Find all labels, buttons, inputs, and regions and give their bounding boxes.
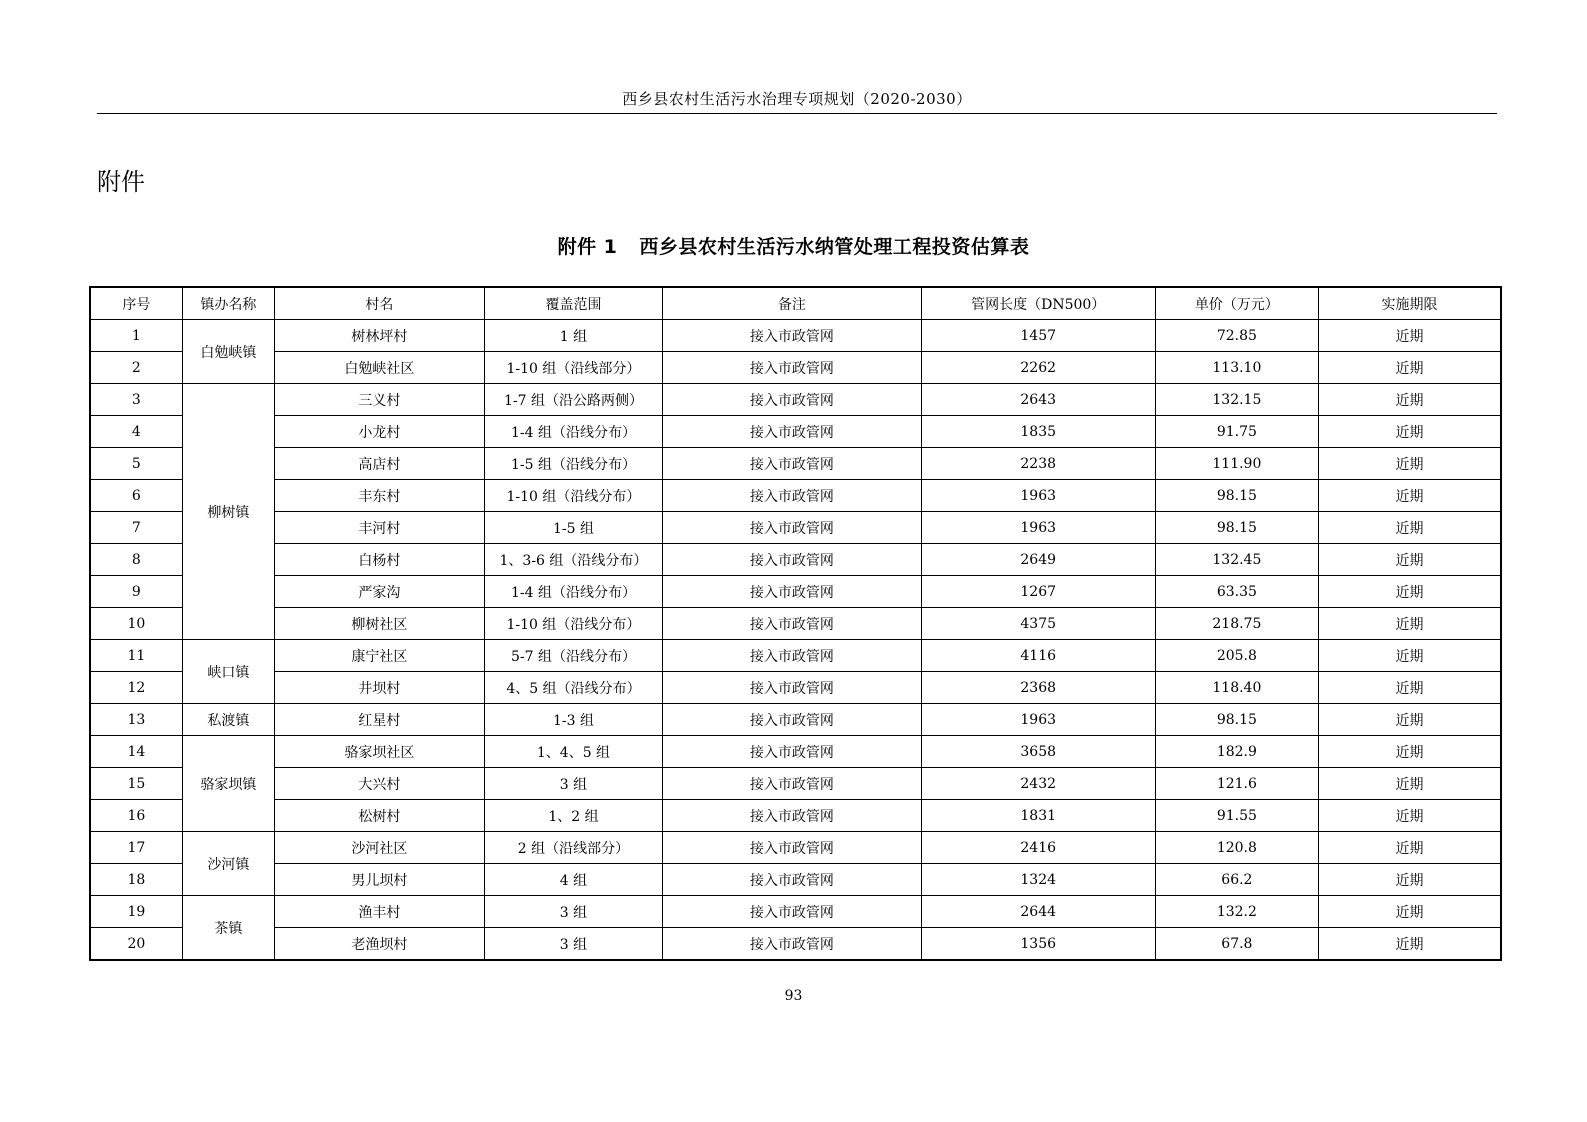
unit-price-cell: 132.45 bbox=[1155, 544, 1318, 576]
village-cell: 男儿坝村 bbox=[274, 864, 484, 896]
note-cell: 接入市政管网 bbox=[663, 384, 921, 416]
unit-price-cell: 98.15 bbox=[1155, 512, 1318, 544]
note-cell: 接入市政管网 bbox=[663, 640, 921, 672]
coverage-cell: 1-10 组（沿线分布） bbox=[484, 608, 662, 640]
note-cell: 接入市政管网 bbox=[663, 320, 921, 352]
note-cell: 接入市政管网 bbox=[663, 800, 921, 832]
column-header: 覆盖范围 bbox=[484, 287, 662, 320]
table-row bbox=[90, 448, 1501, 480]
pipe-length-cell: 2238 bbox=[921, 448, 1155, 480]
table-row bbox=[90, 864, 1501, 896]
period-cell: 近期 bbox=[1318, 672, 1501, 704]
coverage-cell: 3 组 bbox=[484, 928, 662, 961]
coverage-cell: 3 组 bbox=[484, 768, 662, 800]
row-number-cell: 14 bbox=[90, 736, 182, 768]
period-cell: 近期 bbox=[1318, 864, 1501, 896]
period-cell: 近期 bbox=[1318, 704, 1501, 736]
unit-price-cell: 63.35 bbox=[1155, 576, 1318, 608]
village-cell: 三义村 bbox=[274, 384, 484, 416]
page-number: 93 bbox=[784, 988, 803, 1004]
note-cell: 接入市政管网 bbox=[663, 896, 921, 928]
table-row bbox=[90, 704, 1501, 736]
unit-price-cell: 113.10 bbox=[1155, 352, 1318, 384]
unit-price-cell: 132.15 bbox=[1155, 384, 1318, 416]
note-cell: 接入市政管网 bbox=[663, 448, 921, 480]
row-number-cell: 4 bbox=[90, 416, 182, 448]
coverage-cell: 3 组 bbox=[484, 896, 662, 928]
village-cell: 丰河村 bbox=[274, 512, 484, 544]
period-cell: 近期 bbox=[1318, 768, 1501, 800]
row-number-cell: 13 bbox=[90, 704, 182, 736]
table-row bbox=[90, 832, 1501, 864]
coverage-cell: 4、5 组（沿线分布） bbox=[484, 672, 662, 704]
town-cell: 茶镇 bbox=[182, 896, 274, 961]
note-cell: 接入市政管网 bbox=[663, 864, 921, 896]
period-cell: 近期 bbox=[1318, 448, 1501, 480]
pipe-length-cell: 1963 bbox=[921, 480, 1155, 512]
row-number-cell: 5 bbox=[90, 448, 182, 480]
column-header: 单价（万元） bbox=[1155, 287, 1318, 320]
unit-price-cell: 98.15 bbox=[1155, 704, 1318, 736]
note-cell: 接入市政管网 bbox=[663, 512, 921, 544]
pipe-length-cell: 2644 bbox=[921, 896, 1155, 928]
note-cell: 接入市政管网 bbox=[663, 928, 921, 961]
unit-price-cell: 67.8 bbox=[1155, 928, 1318, 961]
note-cell: 接入市政管网 bbox=[663, 768, 921, 800]
village-cell: 严家沟 bbox=[274, 576, 484, 608]
village-cell: 白杨村 bbox=[274, 544, 484, 576]
pipe-length-cell: 2643 bbox=[921, 384, 1155, 416]
table-title-text: 西乡县农村生活污水纳管处理工程投资估算表 bbox=[639, 236, 1030, 258]
village-cell: 柳树社区 bbox=[274, 608, 484, 640]
header-divider bbox=[97, 113, 1497, 114]
table-row bbox=[90, 544, 1501, 576]
table-title-label: 附件 1 bbox=[557, 236, 618, 258]
village-cell: 沙河社区 bbox=[274, 832, 484, 864]
table-row bbox=[90, 352, 1501, 384]
unit-price-cell: 118.40 bbox=[1155, 672, 1318, 704]
village-cell: 康宁社区 bbox=[274, 640, 484, 672]
pipe-length-cell: 3658 bbox=[921, 736, 1155, 768]
table-row bbox=[90, 736, 1501, 768]
table-row bbox=[90, 512, 1501, 544]
pipe-length-cell: 1457 bbox=[921, 320, 1155, 352]
coverage-cell: 1、4、5 组 bbox=[484, 736, 662, 768]
table-row bbox=[90, 896, 1501, 928]
pipe-length-cell: 2432 bbox=[921, 768, 1155, 800]
table-row bbox=[90, 608, 1501, 640]
table-row bbox=[90, 480, 1501, 512]
unit-price-cell: 98.15 bbox=[1155, 480, 1318, 512]
period-cell: 近期 bbox=[1318, 416, 1501, 448]
column-header: 实施期限 bbox=[1318, 287, 1501, 320]
village-cell: 树林坪村 bbox=[274, 320, 484, 352]
village-cell: 骆家坝社区 bbox=[274, 736, 484, 768]
note-cell: 接入市政管网 bbox=[663, 608, 921, 640]
unit-price-cell: 132.2 bbox=[1155, 896, 1318, 928]
coverage-cell: 2 组（沿线部分） bbox=[484, 832, 662, 864]
coverage-cell: 1-10 组（沿线部分） bbox=[484, 352, 662, 384]
coverage-cell: 1-3 组 bbox=[484, 704, 662, 736]
note-cell: 接入市政管网 bbox=[663, 480, 921, 512]
coverage-cell: 1-4 组（沿线分布） bbox=[484, 416, 662, 448]
village-cell: 老渔坝村 bbox=[274, 928, 484, 961]
table-body bbox=[90, 320, 1501, 961]
unit-price-cell: 111.90 bbox=[1155, 448, 1318, 480]
unit-price-cell: 91.75 bbox=[1155, 416, 1318, 448]
row-number-cell: 3 bbox=[90, 384, 182, 416]
column-header: 镇办名称 bbox=[182, 287, 274, 320]
row-number-cell: 1 bbox=[90, 320, 182, 352]
pipe-length-cell: 1963 bbox=[921, 512, 1155, 544]
row-number-cell: 9 bbox=[90, 576, 182, 608]
column-header: 序号 bbox=[90, 287, 182, 320]
note-cell: 接入市政管网 bbox=[663, 544, 921, 576]
period-cell: 近期 bbox=[1318, 832, 1501, 864]
row-number-cell: 12 bbox=[90, 672, 182, 704]
pipe-length-cell: 1963 bbox=[921, 704, 1155, 736]
period-cell: 近期 bbox=[1318, 640, 1501, 672]
pipe-length-cell: 1324 bbox=[921, 864, 1155, 896]
column-header: 备注 bbox=[663, 287, 921, 320]
table-row bbox=[90, 416, 1501, 448]
table-row bbox=[90, 800, 1501, 832]
village-cell: 白勉峡社区 bbox=[274, 352, 484, 384]
table-row bbox=[90, 768, 1501, 800]
unit-price-cell: 182.9 bbox=[1155, 736, 1318, 768]
village-cell: 井坝村 bbox=[274, 672, 484, 704]
coverage-cell: 1-5 组 bbox=[484, 512, 662, 544]
investment-estimate-table bbox=[89, 286, 1502, 961]
pipe-length-cell: 1356 bbox=[921, 928, 1155, 961]
pipe-length-cell: 2262 bbox=[921, 352, 1155, 384]
note-cell: 接入市政管网 bbox=[663, 704, 921, 736]
coverage-cell: 1 组 bbox=[484, 320, 662, 352]
row-number-cell: 7 bbox=[90, 512, 182, 544]
row-number-cell: 18 bbox=[90, 864, 182, 896]
pipe-length-cell: 1831 bbox=[921, 800, 1155, 832]
pipe-length-cell: 4375 bbox=[921, 608, 1155, 640]
town-cell: 私渡镇 bbox=[182, 704, 274, 736]
period-cell: 近期 bbox=[1318, 896, 1501, 928]
town-cell: 白勉峡镇 bbox=[182, 320, 274, 384]
period-cell: 近期 bbox=[1318, 736, 1501, 768]
unit-price-cell: 120.8 bbox=[1155, 832, 1318, 864]
period-cell: 近期 bbox=[1318, 352, 1501, 384]
row-number-cell: 8 bbox=[90, 544, 182, 576]
running-header: 西乡县农村生活污水治理专项规划（2020-2030） bbox=[622, 90, 972, 108]
table-row bbox=[90, 320, 1501, 352]
row-number-cell: 20 bbox=[90, 928, 182, 961]
town-cell: 骆家坝镇 bbox=[182, 736, 274, 832]
note-cell: 接入市政管网 bbox=[663, 352, 921, 384]
column-header: 管网长度（DN500） bbox=[921, 287, 1155, 320]
row-number-cell: 17 bbox=[90, 832, 182, 864]
table-header-row bbox=[90, 287, 1501, 320]
table-row bbox=[90, 672, 1501, 704]
town-cell: 峡口镇 bbox=[182, 640, 274, 704]
period-cell: 近期 bbox=[1318, 608, 1501, 640]
coverage-cell: 1-4 组（沿线分布） bbox=[484, 576, 662, 608]
table-row bbox=[90, 576, 1501, 608]
note-cell: 接入市政管网 bbox=[663, 736, 921, 768]
village-cell: 红星村 bbox=[274, 704, 484, 736]
coverage-cell: 1、3-6 组（沿线分布） bbox=[484, 544, 662, 576]
village-cell: 丰东村 bbox=[274, 480, 484, 512]
unit-price-cell: 218.75 bbox=[1155, 608, 1318, 640]
unit-price-cell: 121.6 bbox=[1155, 768, 1318, 800]
town-cell: 沙河镇 bbox=[182, 832, 274, 896]
town-cell: 柳树镇 bbox=[182, 384, 274, 640]
pipe-length-cell: 1267 bbox=[921, 576, 1155, 608]
unit-price-cell: 91.55 bbox=[1155, 800, 1318, 832]
village-cell: 大兴村 bbox=[274, 768, 484, 800]
village-cell: 渔丰村 bbox=[274, 896, 484, 928]
coverage-cell: 1-7 组（沿公路两侧） bbox=[484, 384, 662, 416]
row-number-cell: 15 bbox=[90, 768, 182, 800]
row-number-cell: 11 bbox=[90, 640, 182, 672]
village-cell: 小龙村 bbox=[274, 416, 484, 448]
column-header: 村名 bbox=[274, 287, 484, 320]
table-row bbox=[90, 640, 1501, 672]
unit-price-cell: 72.85 bbox=[1155, 320, 1318, 352]
coverage-cell: 5-7 组（沿线分布） bbox=[484, 640, 662, 672]
table-row bbox=[90, 384, 1501, 416]
coverage-cell: 1-10 组（沿线分布） bbox=[484, 480, 662, 512]
period-cell: 近期 bbox=[1318, 576, 1501, 608]
pipe-length-cell: 2416 bbox=[921, 832, 1155, 864]
unit-price-cell: 205.8 bbox=[1155, 640, 1318, 672]
village-cell: 松树村 bbox=[274, 800, 484, 832]
coverage-cell: 4 组 bbox=[484, 864, 662, 896]
table-row bbox=[90, 928, 1501, 961]
period-cell: 近期 bbox=[1318, 384, 1501, 416]
pipe-length-cell: 4116 bbox=[921, 640, 1155, 672]
note-cell: 接入市政管网 bbox=[663, 576, 921, 608]
row-number-cell: 6 bbox=[90, 480, 182, 512]
period-cell: 近期 bbox=[1318, 320, 1501, 352]
row-number-cell: 19 bbox=[90, 896, 182, 928]
period-cell: 近期 bbox=[1318, 544, 1501, 576]
note-cell: 接入市政管网 bbox=[663, 832, 921, 864]
period-cell: 近期 bbox=[1318, 928, 1501, 961]
row-number-cell: 10 bbox=[90, 608, 182, 640]
pipe-length-cell: 1835 bbox=[921, 416, 1155, 448]
row-number-cell: 2 bbox=[90, 352, 182, 384]
note-cell: 接入市政管网 bbox=[663, 416, 921, 448]
unit-price-cell: 66.2 bbox=[1155, 864, 1318, 896]
pipe-length-cell: 2368 bbox=[921, 672, 1155, 704]
pipe-length-cell: 2649 bbox=[921, 544, 1155, 576]
section-heading: 附件 bbox=[97, 168, 145, 196]
coverage-cell: 1-5 组（沿线分布） bbox=[484, 448, 662, 480]
note-cell: 接入市政管网 bbox=[663, 672, 921, 704]
coverage-cell: 1、2 组 bbox=[484, 800, 662, 832]
period-cell: 近期 bbox=[1318, 480, 1501, 512]
table-title bbox=[0, 232, 1587, 259]
period-cell: 近期 bbox=[1318, 800, 1501, 832]
period-cell: 近期 bbox=[1318, 512, 1501, 544]
row-number-cell: 16 bbox=[90, 800, 182, 832]
village-cell: 高店村 bbox=[274, 448, 484, 480]
